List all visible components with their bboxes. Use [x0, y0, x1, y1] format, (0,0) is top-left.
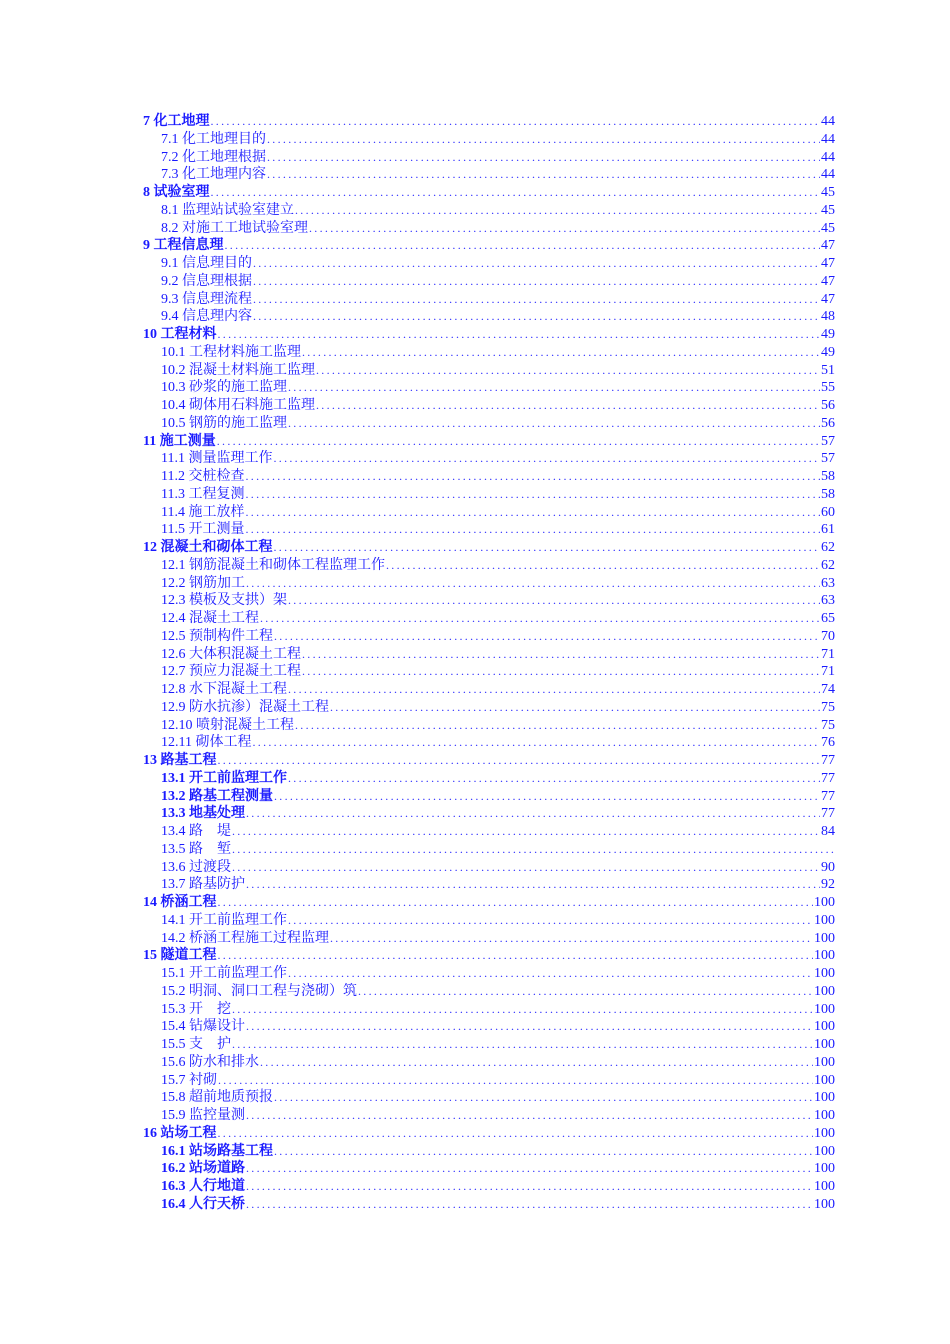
toc-section-entry[interactable] — [143, 628, 835, 646]
toc-dot-leader — [274, 628, 820, 646]
toc-page-number: 100 — [814, 1161, 835, 1177]
toc-chapter-entry[interactable] — [143, 237, 835, 255]
toc-dot-leader — [330, 699, 820, 717]
toc-entry-title[interactable]: 13.5 路 堑 — [161, 841, 231, 857]
toc-section-entry[interactable] — [143, 1018, 835, 1036]
toc-page-number: 61 — [821, 522, 835, 538]
toc-dot-leader — [302, 663, 820, 681]
toc-entry-title[interactable]: 8.1 监理站试验室建立 — [161, 202, 294, 218]
toc-dot-leader — [253, 273, 820, 291]
toc-section-entry[interactable] — [143, 1196, 835, 1214]
toc-entry-title[interactable]: 10 工程材料 — [143, 327, 217, 342]
toc-section-entry[interactable] — [143, 202, 835, 220]
toc-entry-title[interactable]: 13.3 地基处理 — [161, 806, 245, 822]
toc-dot-leader — [246, 1196, 813, 1214]
toc-entry-title[interactable]: 11 施工测量 — [143, 433, 216, 449]
toc-page-number: 77 — [821, 788, 835, 804]
toc-section-entry[interactable] — [143, 220, 835, 238]
toc-dot-leader — [218, 326, 821, 344]
toc-page-number: 100 — [814, 1179, 835, 1194]
toc-entry-title[interactable]: 15.7 衬砌 — [161, 1072, 217, 1088]
toc-page-number: 77 — [821, 770, 835, 786]
toc-entry-title[interactable]: 12.6 大体积混凝土工程 — [161, 646, 301, 662]
toc-page-number: 71 — [821, 664, 835, 680]
toc-entry-title[interactable]: 7.2 化工地理根据 — [161, 149, 266, 165]
toc-entry-title[interactable]: 13 路基工程 — [143, 753, 217, 768]
toc-section-entry[interactable] — [143, 344, 835, 362]
toc-section-entry[interactable] — [143, 1178, 835, 1196]
toc-page-number: 77 — [821, 753, 835, 768]
toc-dot-leader — [386, 557, 820, 575]
toc-chapter-entry[interactable] — [143, 894, 835, 912]
toc-entry-title[interactable]: 15.6 防水和排水 — [161, 1054, 259, 1070]
toc-page-number: 100 — [814, 1143, 835, 1159]
toc-dot-leader — [302, 646, 820, 664]
toc-page-number: 70 — [821, 628, 835, 644]
toc-page-number: 45 — [821, 202, 835, 218]
toc-section-entry[interactable] — [143, 965, 835, 983]
toc-entry-title[interactable]: 8 试验室理 — [143, 185, 210, 200]
toc-dot-leader — [252, 734, 820, 752]
toc-chapter-entry[interactable] — [143, 113, 835, 131]
toc-dot-leader — [253, 255, 820, 273]
toc-dot-leader — [260, 610, 820, 628]
toc-page-number: 58 — [821, 469, 835, 484]
toc-dot-leader — [295, 202, 820, 220]
toc-section-entry[interactable] — [143, 646, 835, 664]
toc-section-entry[interactable] — [143, 379, 835, 397]
toc-section-entry[interactable] — [143, 859, 835, 877]
toc-dot-leader — [316, 362, 820, 380]
toc-section-entry[interactable] — [143, 823, 835, 841]
toc-dot-leader — [309, 220, 820, 238]
toc-page-number: 100 — [814, 1019, 835, 1035]
toc-entry-title[interactable]: 7 化工地理 — [143, 114, 210, 129]
toc-dot-leader — [218, 1072, 813, 1090]
toc-entry-title[interactable]: 16.2 站场道路 — [161, 1161, 245, 1177]
toc-dot-leader — [218, 947, 814, 965]
toc-dot-leader — [246, 575, 820, 593]
toc-entry-title[interactable]: 12.1 钢筋混凝土和砌体工程监理工作 — [161, 557, 385, 573]
toc-dot-leader — [232, 859, 820, 877]
toc-page-number: 100 — [814, 1090, 835, 1106]
toc-entry-title[interactable]: 12 混凝土和砌体工程 — [143, 540, 273, 555]
toc-section-entry[interactable] — [143, 1143, 835, 1161]
toc-dot-leader — [274, 539, 821, 557]
toc-entry-title[interactable]: 16.3 人行地道 — [161, 1179, 245, 1194]
toc-dot-leader — [232, 823, 820, 841]
toc-page-number: 62 — [821, 557, 835, 573]
toc-entry-title[interactable]: 10.5 钢筋的施工监理 — [161, 415, 287, 431]
toc-dot-leader — [267, 166, 820, 184]
toc-page-number: 100 — [814, 1054, 835, 1070]
toc-page-number: 100 — [814, 912, 835, 928]
toc-page-number: 100 — [814, 1196, 835, 1212]
toc-section-entry[interactable] — [143, 557, 835, 575]
toc-entry-title[interactable]: 15 隧道工程 — [143, 948, 217, 964]
toc-page-number: 47 — [821, 273, 835, 289]
toc-entry-title[interactable]: 12.11 砌体工程 — [161, 735, 252, 751]
toc-section-entry[interactable] — [143, 255, 835, 273]
toc-page-number: 45 — [821, 220, 835, 236]
toc-entry-title[interactable]: 12.10 喷射混凝土工程 — [161, 717, 294, 733]
toc-entry-title[interactable]: 11.4 施工放样 — [161, 504, 245, 520]
toc-section-entry[interactable] — [143, 663, 835, 681]
toc-entry-title[interactable]: 8.2 对施工工地试验室理 — [161, 220, 308, 236]
toc-entry-title[interactable]: 13.7 路基防护 — [161, 877, 245, 893]
toc-dot-leader — [218, 752, 821, 770]
toc-entry-title[interactable]: 11.3 工程复测 — [161, 486, 245, 502]
toc-dot-leader — [260, 1054, 813, 1072]
toc-dot-leader — [316, 397, 820, 415]
toc-page-number: 44 — [821, 131, 835, 147]
toc-dot-leader — [245, 521, 820, 539]
toc-section-entry[interactable] — [143, 273, 835, 291]
toc-page-number: 47 — [821, 291, 835, 307]
toc-entry-title[interactable]: 16.4 人行天桥 — [161, 1196, 245, 1212]
toc-chapter-entry[interactable] — [143, 326, 835, 344]
toc-dot-leader — [232, 1001, 813, 1019]
toc-entry-title[interactable]: 12.2 钢筋加工 — [161, 575, 245, 591]
toc-page-number: 57 — [821, 451, 835, 467]
toc-section-entry[interactable] — [143, 681, 835, 699]
toc-entry-title[interactable]: 9.3 信息理流程 — [161, 291, 252, 307]
toc-dot-leader — [358, 983, 813, 1001]
toc-dot-leader — [274, 788, 820, 806]
toc-page-number: 44 — [821, 149, 835, 165]
toc-dot-leader — [218, 1125, 814, 1143]
toc-dot-leader — [288, 912, 813, 930]
toc-dot-leader — [288, 770, 820, 788]
toc-section-entry[interactable] — [143, 876, 835, 894]
toc-entry-title[interactable]: 12.8 水下混凝土工程 — [161, 682, 287, 697]
toc-entry-title[interactable]: 16 站场工程 — [143, 1125, 217, 1141]
toc-page-number: 49 — [821, 327, 835, 342]
toc-entry-title[interactable]: 12.4 混凝土工程 — [161, 611, 259, 626]
toc-section-entry[interactable] — [143, 734, 835, 752]
toc-section-entry[interactable] — [143, 308, 835, 326]
toc-page-number: 49 — [821, 344, 835, 360]
toc-dot-leader — [211, 184, 821, 202]
toc-section-entry[interactable] — [143, 592, 835, 610]
toc-page-number: 63 — [821, 575, 835, 591]
toc-section-entry[interactable] — [143, 362, 835, 380]
toc-page-number: 44 — [821, 167, 835, 183]
toc-dot-leader — [288, 415, 820, 433]
toc-page-number: 44 — [821, 114, 835, 129]
toc-section-entry[interactable] — [143, 699, 835, 717]
toc-dot-leader — [217, 433, 820, 451]
toc-page-number: 75 — [821, 699, 835, 715]
toc-entry-title[interactable]: 9.1 信息理目的 — [161, 256, 252, 271]
toc-page-number: 51 — [821, 362, 835, 378]
toc-section-entry[interactable] — [143, 521, 835, 539]
toc-page-number: 77 — [821, 806, 835, 822]
toc-section-entry[interactable] — [143, 788, 835, 806]
toc-page-number: 74 — [821, 682, 835, 697]
toc-section-entry[interactable] — [143, 468, 835, 486]
toc-entry-title[interactable]: 15.3 开 挖 — [161, 1001, 231, 1017]
toc-section-entry[interactable] — [143, 149, 835, 167]
toc-entry-title[interactable]: 9 工程信息理 — [143, 238, 224, 254]
toc-dot-leader — [245, 468, 820, 486]
toc-page-number: 100 — [814, 983, 835, 999]
toc-page-number: 62 — [821, 540, 835, 555]
toc-chapter-entry[interactable] — [143, 433, 835, 451]
toc-entry-title[interactable]: 14 桥涵工程 — [143, 895, 217, 910]
toc-page-number: 76 — [821, 735, 835, 751]
toc-dot-leader — [245, 486, 820, 504]
toc-entry-title[interactable]: 11.5 开工测量 — [161, 522, 245, 538]
toc-dot-leader — [225, 237, 821, 255]
toc-page-number: 58 — [821, 486, 835, 502]
toc-entry-title[interactable]: 13.4 路 堤 — [161, 824, 231, 839]
toc-entry-title[interactable]: 10.1 工程材料施工监理 — [161, 344, 301, 360]
toc-section-entry[interactable] — [143, 486, 835, 504]
toc-entry-title[interactable]: 15.5 支 护 — [161, 1037, 231, 1052]
toc-chapter-entry[interactable] — [143, 1125, 835, 1143]
toc-entry-title[interactable]: 12.3 模板及支拱）架 — [161, 593, 287, 609]
toc-section-entry[interactable] — [143, 415, 835, 433]
toc-dot-leader — [267, 149, 820, 167]
toc-dot-leader — [218, 894, 814, 912]
toc-entry-title[interactable]: 7.3 化工地理内容 — [161, 167, 266, 183]
table-of-contents — [143, 113, 835, 1214]
toc-section-entry[interactable] — [143, 1107, 835, 1125]
toc-entry-title[interactable]: 15.4 钻爆设计 — [161, 1019, 245, 1035]
toc-section-entry[interactable] — [143, 717, 835, 735]
toc-section-entry[interactable] — [143, 397, 835, 415]
toc-dot-leader — [288, 592, 820, 610]
toc-section-entry[interactable] — [143, 1001, 835, 1019]
toc-dot-leader — [288, 379, 820, 397]
toc-section-entry[interactable] — [143, 770, 835, 788]
toc-section-entry[interactable] — [143, 805, 835, 823]
toc-section-entry[interactable] — [143, 841, 835, 859]
toc-section-entry[interactable] — [143, 1089, 835, 1107]
toc-section-entry[interactable] — [143, 291, 835, 309]
toc-section-entry[interactable] — [143, 930, 835, 948]
toc-entry-title[interactable]: 10.2 混凝土材料施工监理 — [161, 362, 315, 378]
toc-entry-title[interactable]: 9.4 信息理内容 — [161, 309, 252, 325]
toc-entry-title[interactable]: 12.9 防水抗渗）混凝土工程 — [161, 699, 329, 715]
toc-page-number: 47 — [821, 238, 835, 254]
toc-dot-leader — [246, 1107, 813, 1125]
toc-entry-title[interactable]: 15.8 超前地质预报 — [161, 1090, 273, 1106]
toc-dot-leader — [246, 1178, 813, 1196]
toc-dot-leader — [274, 1143, 813, 1161]
toc-section-entry[interactable] — [143, 504, 835, 522]
toc-dot-leader — [245, 504, 820, 522]
toc-page-number: 84 — [821, 824, 835, 839]
toc-page-number: 100 — [814, 1125, 835, 1141]
toc-chapter-entry[interactable] — [143, 947, 835, 965]
toc-entry-title[interactable]: 11.2 交桩检查 — [161, 469, 245, 484]
toc-section-entry[interactable] — [143, 1036, 835, 1054]
toc-entry-title[interactable]: 13.1 开工前监理工作 — [161, 770, 287, 786]
toc-dot-leader — [274, 1089, 813, 1107]
toc-dot-leader — [288, 681, 820, 699]
toc-page-number: 60 — [821, 504, 835, 520]
toc-page-number: 90 — [821, 859, 835, 875]
toc-entry-title[interactable]: 16.1 站场路基工程 — [161, 1143, 273, 1159]
toc-section-entry[interactable] — [143, 912, 835, 930]
toc-chapter-entry[interactable] — [143, 752, 835, 770]
toc-section-entry[interactable] — [143, 610, 835, 628]
toc-page-number: 92 — [821, 877, 835, 893]
toc-dot-leader — [273, 450, 820, 468]
toc-page-number: 100 — [814, 1108, 835, 1123]
toc-page-number: 57 — [821, 433, 835, 449]
toc-entry-title[interactable]: 13.6 过渡段 — [161, 859, 231, 875]
toc-page-number: 100 — [814, 1001, 835, 1017]
toc-entry-title[interactable]: 15.2 明洞、洞口工程与浇砌）筑 — [161, 983, 357, 999]
toc-dot-leader — [211, 113, 821, 131]
toc-entry-title[interactable]: 15.9 监控量测 — [161, 1108, 245, 1123]
toc-section-entry[interactable] — [143, 131, 835, 149]
toc-dot-leader — [288, 965, 813, 983]
toc-page-number: 63 — [821, 593, 835, 609]
toc-entry-title[interactable]: 10.3 砂浆的施工监理 — [161, 380, 287, 396]
toc-page-number: 100 — [814, 966, 835, 981]
toc-page-number: 56 — [821, 415, 835, 431]
toc-section-entry[interactable] — [143, 450, 835, 468]
toc-dot-leader — [253, 308, 820, 326]
toc-entry-title[interactable]: 11.1 测量监理工作 — [161, 451, 273, 467]
toc-page-number: 47 — [821, 256, 835, 271]
toc-page-number: 55 — [821, 380, 835, 396]
toc-section-entry[interactable] — [143, 1054, 835, 1072]
toc-dot-leader — [295, 717, 820, 735]
toc-section-entry[interactable] — [143, 575, 835, 593]
toc-entry-title[interactable]: 12.5 预制构件工程 — [161, 628, 273, 644]
toc-section-entry[interactable] — [143, 1072, 835, 1090]
toc-dot-leader — [253, 291, 820, 309]
toc-page-number: 100 — [814, 1072, 835, 1088]
toc-page-number: 48 — [821, 309, 835, 325]
toc-entry-title[interactable]: 15.1 开工前监理工作 — [161, 966, 287, 981]
toc-entry-title[interactable]: 7.1 化工地理目的 — [161, 131, 266, 147]
toc-dot-leader — [232, 1036, 813, 1054]
toc-dot-leader — [246, 805, 820, 823]
toc-dot-leader — [232, 841, 834, 859]
toc-dot-leader — [302, 344, 820, 362]
toc-page-number: 75 — [821, 717, 835, 733]
toc-section-entry[interactable] — [143, 983, 835, 1001]
toc-dot-leader — [267, 131, 820, 149]
toc-page-number: 100 — [814, 948, 835, 964]
toc-dot-leader — [246, 1160, 813, 1178]
toc-entry-title[interactable]: 10.4 砌体用石料施工监理 — [161, 398, 315, 413]
toc-entry-title[interactable]: 13.2 路基工程测量 — [161, 788, 273, 804]
toc-section-entry[interactable] — [143, 166, 835, 184]
toc-entry-title[interactable]: 9.2 信息理根据 — [161, 273, 252, 289]
toc-page-number: 100 — [814, 895, 835, 910]
toc-entry-title[interactable]: 14.1 开工前监理工作 — [161, 912, 287, 928]
toc-entry-title[interactable]: 14.2 桥涵工程施工过程监理 — [161, 930, 329, 946]
toc-page-number: 100 — [814, 1037, 835, 1052]
toc-page-number: 100 — [814, 930, 835, 946]
toc-dot-leader — [330, 930, 813, 948]
toc-section-entry[interactable] — [143, 1160, 835, 1178]
toc-page-number: 56 — [821, 398, 835, 413]
toc-chapter-entry[interactable] — [143, 184, 835, 202]
toc-page-number: 65 — [821, 611, 835, 626]
toc-page-number: 71 — [821, 646, 835, 662]
toc-dot-leader — [246, 1018, 813, 1036]
toc-entry-title[interactable]: 12.7 预应力混凝土工程 — [161, 664, 301, 680]
toc-chapter-entry[interactable] — [143, 539, 835, 557]
toc-page-number: 45 — [821, 185, 835, 200]
toc-dot-leader — [246, 876, 820, 894]
